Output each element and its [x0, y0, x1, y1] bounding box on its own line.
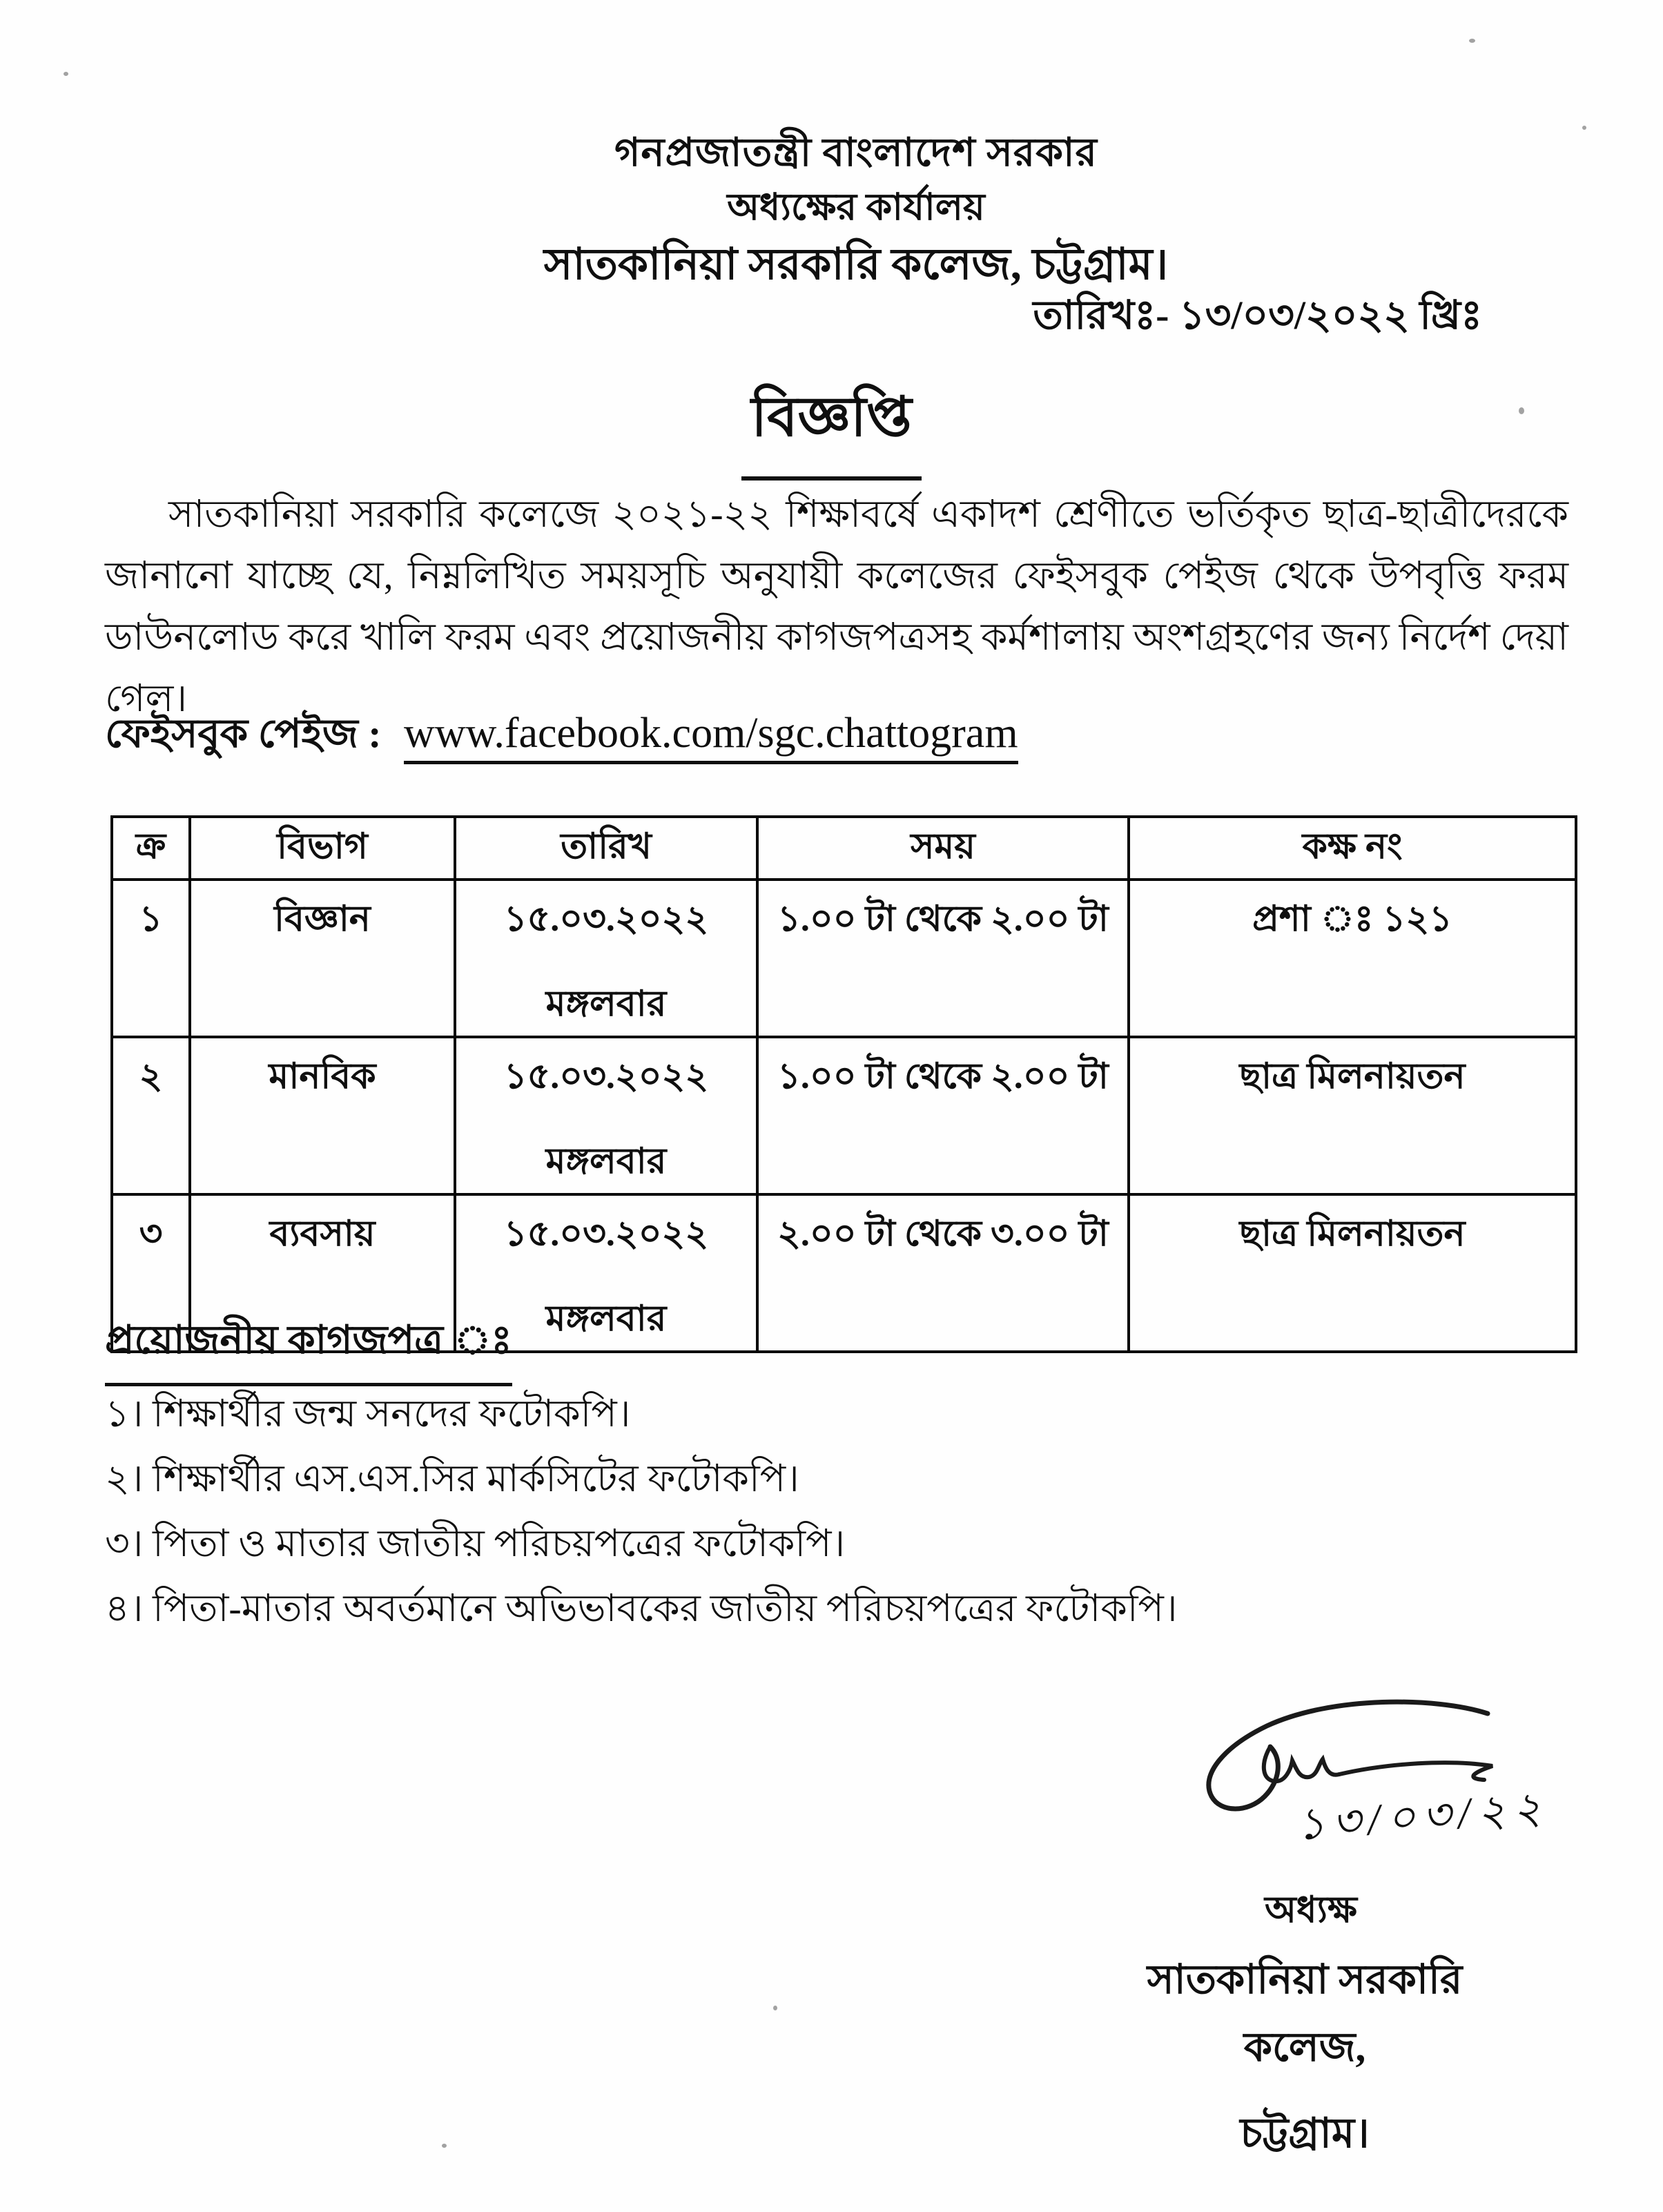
signatory-college-line: সাতকানিয়া সরকারি কলেজ, — [1147, 1957, 1463, 2070]
signatory-designation: অধ্যক্ষ — [1265, 1890, 1357, 1930]
list-item: ১। শিক্ষার্থীর জন্ম সনদের ফটোকপি। — [105, 1393, 631, 1435]
cell-room: ছাত্র মিলনায়তন — [1129, 1194, 1576, 1352]
notice-body-paragraph: সাতকানিয়া সরকারি কলেজে ২০২১-২২ শিক্ষাবর্ষে একাদশ শ্রেণীতে ভর্তিকৃত ছাত্র-ছাত্রীদেরকে জানানো যাচ্ছে যে, নিম্নলিখিত সময়সূচি অনুযায়ী কলেজের ফেইসবুক পেইজ থেকে উপবৃত্তি ফরম ডাউনলোড করে খালি ফরম এবং প্রয়োজনীয় কাগজপত্রসহ কর্মশালায় অংশগ্রহণের জন্য নির্দেশ দেয়া গেল। — [105, 493, 1568, 719]
cell-weekday: মঙ্গলবার — [545, 984, 667, 1024]
scan-speck — [1519, 407, 1524, 414]
cell-date — [455, 880, 757, 1037]
facebook-page-label: ফেইসবুক পেইজ : — [105, 711, 382, 756]
scan-speck — [1582, 126, 1586, 130]
cell-time: ১.০০ টা থেকে ২.০০ টা — [757, 880, 1129, 1037]
signatory-organization — [1096, 1948, 1513, 2171]
scan-speck — [1469, 39, 1475, 43]
notice-title-row — [0, 374, 1663, 481]
cell-department: বিজ্ঞান — [190, 880, 455, 1037]
column-header-department: বিভাগ — [190, 817, 455, 880]
cell-date-value: ১৫.০৩.২০২২ — [503, 900, 709, 939]
list-item: ২। শিক্ষার্থীর এস.এস.সির মার্কসিটের ফটোকপি। — [105, 1457, 799, 1500]
header-office-line: অধ্যক্ষের কার্যালয় — [727, 186, 985, 228]
cell-serial: ২ — [112, 1037, 190, 1194]
cell-department: ব্যবসায় — [190, 1194, 455, 1352]
cell-serial: ১ — [112, 880, 190, 1037]
schedule-header-row — [112, 817, 1576, 880]
signatory-city-line: চট্টগ্রাম। — [1240, 2111, 1370, 2156]
facebook-page-url: www.facebook.com/sgc.chattogram — [404, 710, 1018, 764]
required-documents-heading-row — [105, 1310, 512, 1386]
cell-weekday: মঙ্গলবার — [545, 1299, 667, 1339]
cell-room: প্রশা ঃ ১২১ — [1129, 880, 1576, 1037]
schedule-table — [110, 815, 1577, 1353]
scan-speck — [442, 2144, 447, 2148]
column-header-date: তারিখ — [455, 817, 757, 880]
scan-speck — [64, 72, 68, 76]
column-header-serial: ক্র — [112, 817, 190, 880]
cell-department: মানবিক — [190, 1037, 455, 1194]
facebook-page-line — [105, 703, 1018, 770]
handwritten-date: ১৩/০৩/২২ — [1294, 1783, 1550, 1850]
list-item: ৪। পিতা-মাতার অবর্তমানে অভিভাবকের জাতীয় পরিচয়পত্রের ফটোকপি। — [105, 1587, 1178, 1629]
scan-speck — [773, 2006, 777, 2010]
list-item: ৩। পিতা ও মাতার জাতীয় পরিচয়পত্রের ফটোকপি। — [105, 1522, 846, 1564]
header-college-line: সাতকানিয়া সরকারি কলেজ, চট্টগ্রাম। — [543, 240, 1169, 289]
table-row — [112, 1037, 1576, 1194]
cell-date-value: ১৫.০৩.২০২২ — [503, 1057, 709, 1096]
cell-weekday: মঙ্গলবার — [545, 1142, 667, 1181]
cell-date — [455, 1037, 757, 1194]
column-header-room: কক্ষ নং — [1129, 817, 1576, 880]
notice-title: বিজ্ঞপ্তি — [741, 374, 922, 481]
required-documents-heading: প্রয়োজনীয় কাগজপত্র ঃ — [105, 1310, 512, 1386]
table-row — [112, 880, 1576, 1037]
cell-time: ১.০০ টা থেকে ২.০০ টা — [757, 1037, 1129, 1194]
cell-serial: ৩ — [112, 1194, 190, 1352]
header-government-line: গনপ্রজাতন্ত্রী বাংলাদেশ সরকার — [614, 131, 1098, 175]
issue-date-line: তারিখঃ- ১৩/০৩/২০২২ খ্রিঃ — [1033, 293, 1482, 338]
column-header-time: সময় — [757, 817, 1129, 880]
cell-time: ২.০০ টা থেকে ৩.০০ টা — [757, 1194, 1129, 1352]
cell-date-value: ১৫.০৩.২০২২ — [503, 1214, 709, 1254]
cell-room: ছাত্র মিলনায়তন — [1129, 1037, 1576, 1194]
